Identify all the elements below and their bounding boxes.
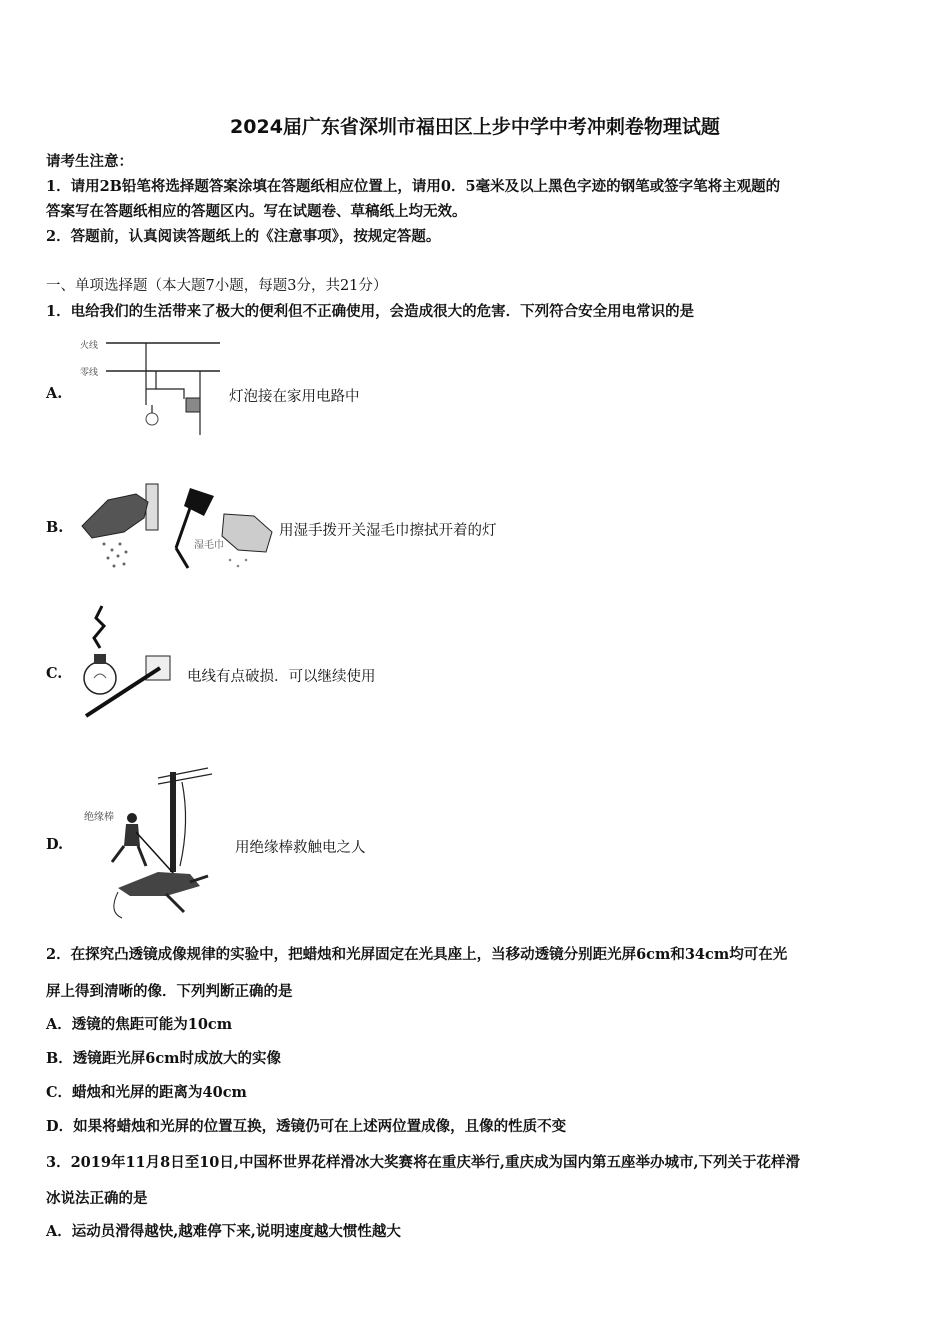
insulating-rod-rescue-figure: [78, 762, 228, 922]
q2-option-a: A．透镜的焦距可能为10cm: [46, 1016, 233, 1033]
section-heading: 一、单项选择题（本大题7小题，每题3分，共21分）: [46, 278, 388, 294]
wet-towel-label: 湿毛巾: [194, 540, 224, 551]
q2-option-d: D．如果将蜡烛和光屏的位置互换，透镜仍可在上述两位置成像，且像的性质不变: [46, 1118, 567, 1135]
q2-option-b: B．透镜距光屏6cm时成放大的实像: [46, 1050, 282, 1067]
question-3-stem-line-1: 3．2019年11月8日至10日,中国杯世界花样滑冰大奖赛将在重庆举行,重庆成为国内第五座举办城市,下列关于花样滑: [46, 1154, 801, 1171]
question-2-stem-line-2: 屏上得到清晰的像．下列判断正确的是: [46, 983, 293, 1000]
q3-option-a: A．运动员滑得越快,越难停下来,说明速度越大惯性越大: [46, 1223, 401, 1240]
neutral-wire-label: 零线: [80, 368, 99, 378]
question-2-stem-line-1: 2．在探究凸透镜成像规律的实验中，把蜡烛和光屏固定在光具座上，当移动透镜分别距光屏6cm和34cm均可在光: [46, 946, 788, 963]
insulating-rod-label: 绝缘棒: [84, 812, 114, 823]
q1-option-d-label: D.: [46, 836, 64, 853]
q1-option-b-label: B.: [46, 519, 64, 536]
notice-heading: 请考生注意：: [46, 153, 133, 170]
question-1-stem: 1．电给我们的生活带来了极大的便利但不正确使用，会造成很大的危害．下列符合安全用电常识的是: [46, 303, 695, 320]
q1-option-b-text: 用湿手拨开关湿毛巾擦拭开着的灯: [279, 523, 497, 539]
page-title: 2024届广东省深圳市福田区上步中学中考冲刺卷物理试题: [230, 116, 720, 138]
wet-hand-switch-figure: [78, 478, 278, 573]
q1-option-a-label: A.: [46, 385, 63, 402]
notice-item-1-line-2: 答案写在答题纸相应的答题区内。写在试题卷、草稿纸上均无效。: [46, 203, 467, 220]
live-wire-label: 火线: [80, 341, 99, 351]
damaged-wire-figure: [76, 604, 176, 722]
q1-option-c-label: C.: [46, 665, 63, 682]
question-3-stem-line-2: 冰说法正确的是: [46, 1190, 148, 1207]
q1-option-d-text: 用绝缘棒救触电之人: [235, 840, 366, 856]
notice-item-2: 2．答题前，认真阅读答题纸上的《注意事项》，按规定答题。: [46, 228, 441, 245]
notice-item-1-line-1: 1．请用2B铅笔将选择题答案涂填在答题纸相应位置上，请用0．5毫米及以上黑色字迹的钢笔或签字笔将主观题的: [46, 178, 781, 195]
q1-option-c-text: 电线有点破损．可以继续使用: [187, 669, 376, 685]
household-circuit-figure: [76, 333, 226, 438]
q2-option-c: C．蜡烛和光屏的距离为40cm: [46, 1084, 247, 1101]
q1-option-a-text: 灯泡接在家用电路中: [229, 389, 360, 405]
